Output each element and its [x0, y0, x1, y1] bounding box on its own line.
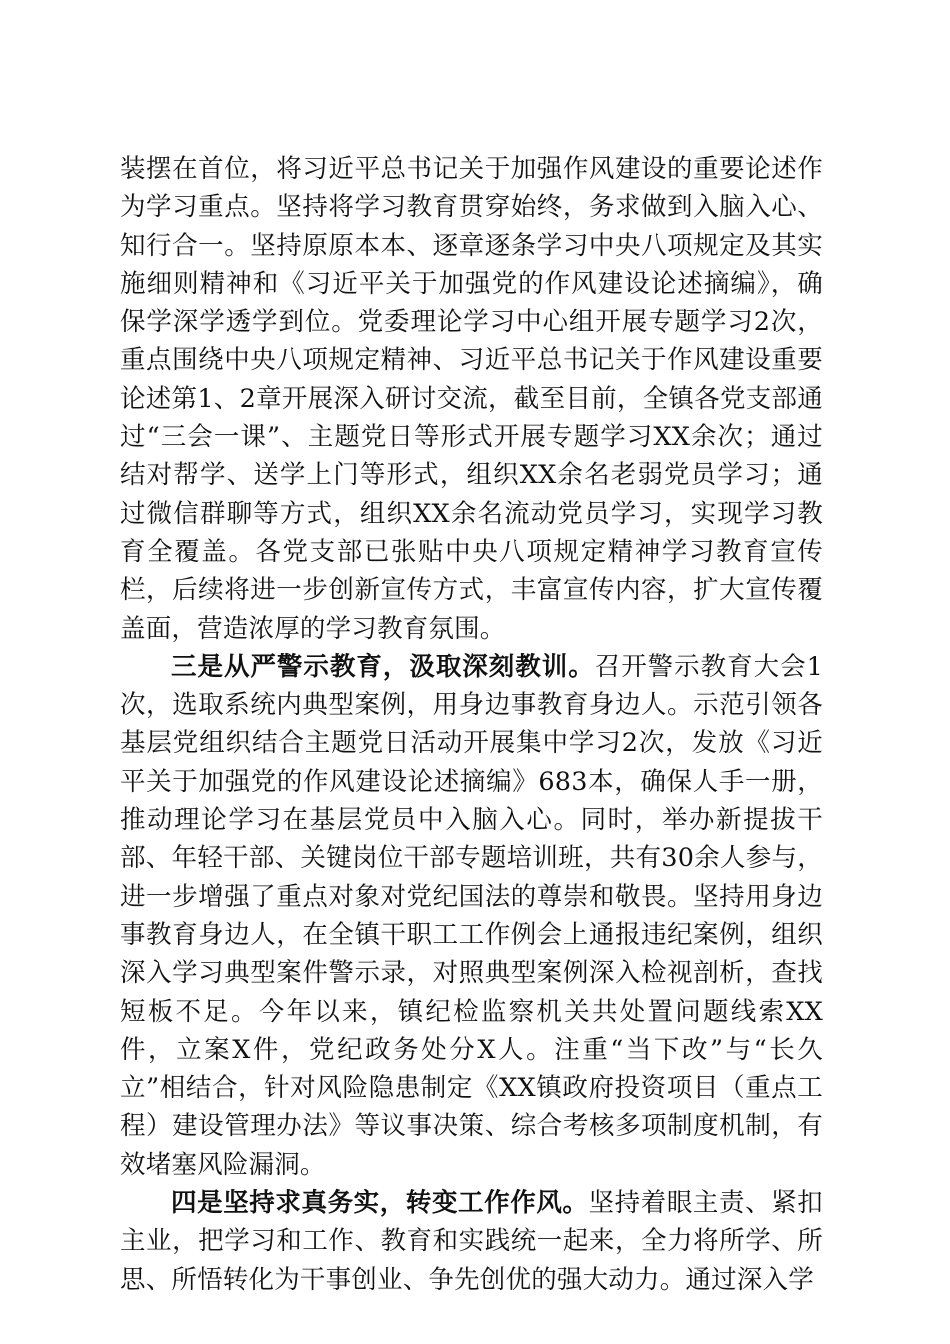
- paragraph-warning-education: [120, 648, 823, 1184]
- paragraph-work-style: [120, 1184, 823, 1299]
- paragraph-continued: [120, 150, 823, 648]
- paragraph-heading: 三是从严警示教育，汲取深刻教训。: [171, 651, 595, 682]
- paragraph-text: 坚持着眼主责、紧扣主业，把学习和工作、教育和实践统一起来，全力将所学、所思、所悟转化为干事创业、争先创优的强大动力。通过深入学: [120, 1188, 823, 1295]
- paragraph-heading: 四是坚持求真务实，转变工作作风。: [171, 1188, 589, 1219]
- paragraph-text: 装摆在首位，将习近平总书记关于加强作风建设的重要论述作为学习重点。坚持将学习教育贯穿始终，务求做到入脑入心、知行合一。坚持原原本本、逐章逐条学习中央八项规定及其实施细则精神和《习近平关于加强党的作风建设论述摘编》，确保学深学透学到位。党委理论学习中心组开展专题学习2次，重点围绕中央八项规定精神、习近平总书记关于作风建设重要论述第1、2章开展深入研讨交流，截至目前，全镇各党支部通过“三会一课”、主题党日等形式开展专题学习XX余次；通过结对帮学、送学上门等形式，组织XX余名老弱党员学习；通过微信群聊等方式，组织XX余名流动党员学习，实现学习教育全覆盖。各党支部已张贴中央八项规定精神学习教育宣传栏，后续将进一步创新宣传方式，丰富宣传内容，扩大宣传覆盖面，营造浓厚的学习教育氛围。: [120, 154, 823, 644]
- document-body: [120, 150, 823, 1299]
- paragraph-text: 召开警示教育大会1次，选取系统内典型案例，用身边事教育身边人。示范引领各基层党组织结合主题党日活动开展集中学习2次，发放《习近平关于加强党的作风建设论述摘编》683本，确保人手一册，推动理论学习在基层党员中入脑入心。同时，举办新提拔干部、年轻干部、关键岗位干部专题培训班，共有30余人参与，进一步增强了重点对象对党纪国法的尊崇和敬畏。坚持用身边事教育身边人，在全镇干职工工作例会上通报违纪案例，组织深入学习典型案件警示录，对照典型案例深入检视剖析，查找短板不足。今年以来，镇纪检监察机关共处置问题线索XX件，立案X件，党纪政务处分X人。注重“当下改”与“长久立”相结合，针对风险隐患制定《XX镇政府投资项目（重点工程）建设管理办法》等议事决策、综合考核多项制度机制，有效堵塞风险漏洞。: [120, 651, 823, 1180]
